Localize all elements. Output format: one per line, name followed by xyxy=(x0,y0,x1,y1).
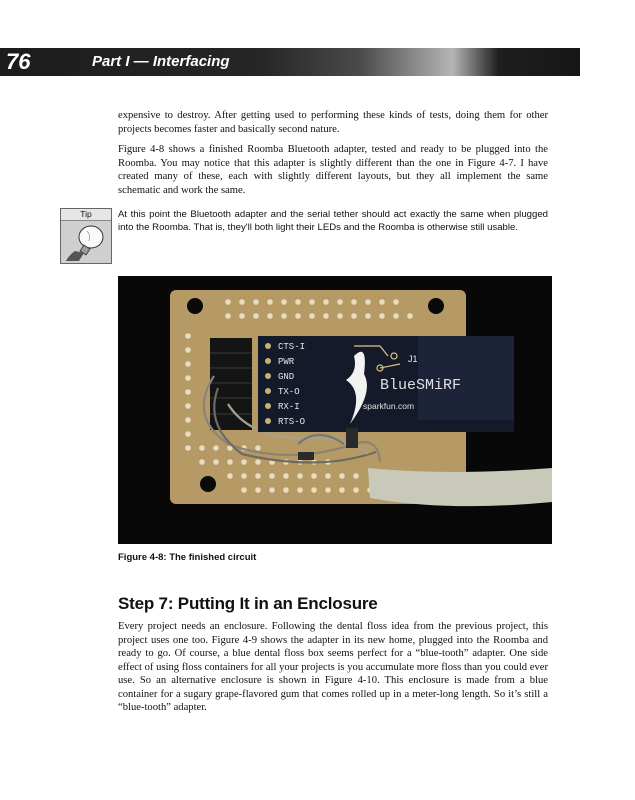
paragraph-1: expensive to destroy. After getting used to performing these kinds of tests, doing them for other projects becomes faster and basically second nature. xyxy=(118,110,548,135)
board-brand: BlueSMiRF xyxy=(380,377,462,394)
pin-label: PWR xyxy=(278,357,295,367)
pin-label: TX-O xyxy=(278,387,300,397)
caption-prefix: Figure 4-8: xyxy=(118,552,167,563)
paragraph-3: Every project needs an enclosure. Following the dental floss idea from the previous project, this project uses one too. Figure 4-9 shows the adapter in its new home, plugged into the Roomba and ready to go. Of course, a blue dental floss box seems perfect for a “blue-tooth” adapter. One side effect of using floss containers for all your projects is you accumulate more floss than you could ever use. So an alternative enclosure is shown in Figure 4-10. This enclosure is made from a blue container for a sugary grape-flavored gum that comes rolled up in a meter-long length. So it’s still a “blue-tooth” adapter. xyxy=(118,621,548,713)
part-title: Part I — Interfacing xyxy=(92,53,230,70)
board-site: sparkfun.com xyxy=(363,401,415,411)
section-heading: Step 7: Putting It in an Enclosure xyxy=(118,594,378,613)
pin-label: RTS-O xyxy=(278,417,306,427)
header-block xyxy=(210,338,252,430)
figure-caption xyxy=(118,552,256,563)
lightbulb-icon xyxy=(61,221,111,263)
pin-label: CTS-I xyxy=(278,342,306,352)
paragraph-2: Figure 4-8 shows a finished Roomba Bluetooth adapter, tested and ready to be plugged into the Roomba. You may notice that this adapter is slightly different than the one in Figure 4-7. I have created many of these, each with slightly different layouts, but they all implement the same schematic and work the same. xyxy=(118,144,548,196)
circuit-photo xyxy=(118,276,552,544)
mount-hole xyxy=(187,298,203,314)
caption-text: The finished circuit xyxy=(169,552,257,563)
jumper-label: J1 xyxy=(408,354,418,364)
mount-hole xyxy=(428,298,444,314)
tip-box xyxy=(60,208,112,264)
page-number: 76 xyxy=(6,49,31,74)
serial-cable xyxy=(368,468,552,506)
tip-text: At this point the Bluetooth adapter and the serial tether should act exactly the same when plugged into the Roomba. That is, they'll both light their LEDs and the Roomba is otherwise still usable. xyxy=(118,209,548,233)
chapter-header-band xyxy=(0,48,580,76)
mount-hole xyxy=(200,476,216,492)
pin-label: RX-I xyxy=(278,402,300,412)
figure-photo xyxy=(118,276,552,544)
pin-label: GND xyxy=(278,372,295,382)
tip-label: Tip xyxy=(61,209,111,221)
